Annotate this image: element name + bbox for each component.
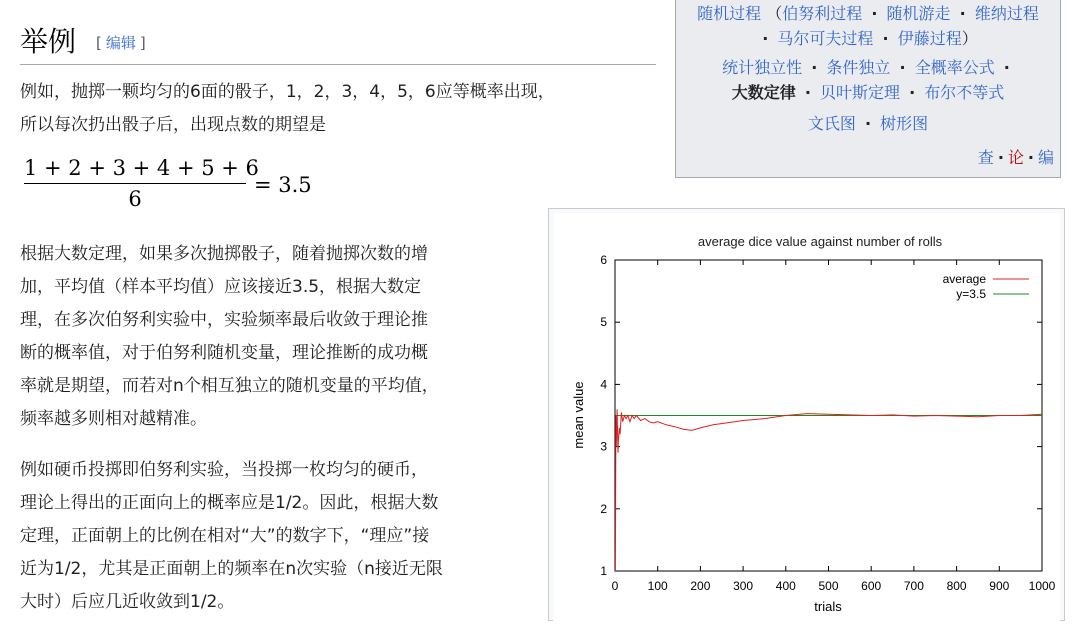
formula-denominator: 6 [128, 187, 142, 211]
chart-ticks [600, 253, 1055, 593]
formula-numerator: 1 + 2 + 3 + 4 + 5 + 6 [24, 156, 259, 180]
legend-label: average [942, 272, 986, 286]
x-tick-label: 400 [775, 579, 796, 593]
navbox-link-boole-inequality[interactable]: 布尔不等式 [924, 83, 1005, 102]
x-tick-label: 100 [647, 579, 668, 593]
navbox-vte [978, 145, 1054, 170]
chart-series-lines [615, 409, 1042, 571]
edit-bracket-close: ] [139, 34, 146, 52]
y-axis-label: mean value [571, 381, 586, 449]
paragraph-line: 例如硬币投掷即伯努利实验，当投掷一枚均匀的硬币， [20, 460, 428, 480]
section-heading-row [20, 18, 656, 65]
series-line-average [615, 409, 1042, 571]
navbox-current-law-of-large-numbers: 大数定律 [731, 83, 796, 102]
separator-dot: · [1003, 58, 1010, 77]
paragraph-line: 所以每次扔出骰子后，出现点数的期望是 [20, 115, 326, 135]
navbox-link-stochastic-process[interactable]: 随机过程 [697, 4, 762, 23]
chart-title: average dice value against number of rolls [697, 234, 943, 249]
separator-dot: · [871, 4, 878, 23]
y-tick-label: 5 [600, 315, 607, 330]
navbox-link-random-walk[interactable]: 随机游走 [886, 4, 951, 23]
navbox-link-markov-process[interactable]: 马尔可夫过程 [777, 29, 874, 48]
paragraph-line: 定理，正面朝上的比例在相对“大”的数字下，“理应”接 [20, 526, 430, 546]
navbox-row-theorems [676, 55, 1060, 105]
edit-bracket-open: [ [96, 34, 102, 52]
section-title: 举例 [20, 25, 77, 58]
navbox-link-total-probability[interactable]: 全概率公式 [914, 58, 995, 77]
separator-dot: · [899, 58, 906, 77]
paren-close: ） [961, 29, 978, 48]
separator-dot: · [1027, 148, 1034, 167]
vte-talk-link[interactable]: 论 [1007, 148, 1024, 167]
paragraph-intro [20, 76, 660, 142]
x-tick-label: 900 [989, 579, 1010, 593]
vte-view-link[interactable]: 查 [977, 148, 994, 167]
paragraph-coin [20, 454, 530, 619]
paragraph-line: 大时）后应几近收敛到1/2。 [20, 592, 235, 612]
paragraph-line: 加，平均值（样本平均值）应该接近3.5，根据大数定 [20, 277, 422, 297]
navbox-link-tree-diagram[interactable]: 树形图 [880, 114, 929, 133]
navbox-link-ito-process[interactable]: 伊藤过程 [897, 29, 962, 48]
navbox-row-diagrams [676, 111, 1060, 136]
chart-legend [943, 272, 1029, 301]
paren-open: （ [766, 4, 783, 23]
navbox-link-venn-diagram[interactable]: 文氏图 [807, 114, 856, 133]
separator-dot: · [864, 114, 872, 133]
separator-dot: · [997, 148, 1004, 167]
paragraph-line: 根据大数定理，如果多次抛掷骰子，随着抛掷次数的增 [20, 244, 428, 264]
navbox-link-independence[interactable]: 统计独立性 [722, 58, 803, 77]
navbox-link-conditional-independence[interactable]: 条件独立 [826, 58, 891, 77]
navbox-link-wiener-process[interactable]: 维纳过程 [974, 4, 1039, 23]
x-tick-label: 300 [733, 579, 754, 593]
separator-dot: · [811, 58, 818, 77]
y-tick-label: 4 [600, 377, 607, 392]
y-tick-label: 6 [600, 253, 607, 267]
separator-dot: · [882, 29, 889, 48]
fraction-bar [24, 183, 246, 184]
paragraph-line: 近为1/2，尤其是正面朝上的频率在n次实验（n接近无限 [20, 559, 443, 579]
x-tick-label: 600 [861, 579, 882, 593]
x-tick-label: 200 [690, 579, 711, 593]
separator-dot: · [762, 29, 769, 48]
x-tick-label: 1000 [1028, 579, 1056, 593]
y-tick-label: 1 [600, 564, 607, 578]
x-tick-label: 500 [818, 579, 839, 593]
paragraph-line: 频率越多则相对越精准。 [20, 409, 207, 429]
chart-thumbnail[interactable] [548, 208, 1065, 621]
formula-fraction [24, 156, 259, 211]
separator-dot: · [804, 83, 811, 102]
y-tick-label: 3 [600, 439, 607, 454]
navbox-row-processes [676, 1, 1060, 51]
formula-result: = 3.5 [254, 173, 312, 197]
edit-section-link[interactable]: 编辑 [105, 34, 136, 52]
x-tick-label: 0 [611, 579, 619, 593]
chart-image [553, 213, 1060, 622]
vte-edit-link[interactable]: 编 [1037, 148, 1054, 167]
separator-dot: · [909, 83, 916, 102]
x-tick-label: 800 [946, 579, 967, 593]
paragraph-line: 理，在多次伯努利实验中，实验频率最后收敛于理论推 [20, 310, 428, 330]
probability-navbox [675, 0, 1061, 178]
edit-section [96, 32, 146, 53]
paragraph-line: 率就是期望，而若对n个相互独立的随机变量的平均值， [20, 376, 439, 396]
navbox-link-bayes-theorem[interactable]: 贝叶斯定理 [819, 83, 900, 102]
y-tick-label: 2 [600, 501, 607, 516]
x-tick-label: 700 [903, 579, 924, 593]
legend-label: y=3.5 [956, 287, 986, 301]
paragraph-line: 例如，抛掷一颗均匀的6面的骰子，1，2，3，4，5，6应等概率出现， [20, 82, 555, 102]
x-axis-label: trials [814, 599, 842, 614]
paragraph-lln [20, 238, 530, 436]
navbox-link-bernoulli-process[interactable]: 伯努利过程 [782, 4, 863, 23]
dice-average-chart [553, 213, 1060, 622]
separator-dot: · [959, 4, 966, 23]
paragraph-line: 理论上得出的正面向上的概率应是1/2。因此，根据大数 [20, 493, 439, 513]
paragraph-line: 断的概率值，对于伯努利随机变量，理论推断的成功概 [20, 343, 428, 363]
